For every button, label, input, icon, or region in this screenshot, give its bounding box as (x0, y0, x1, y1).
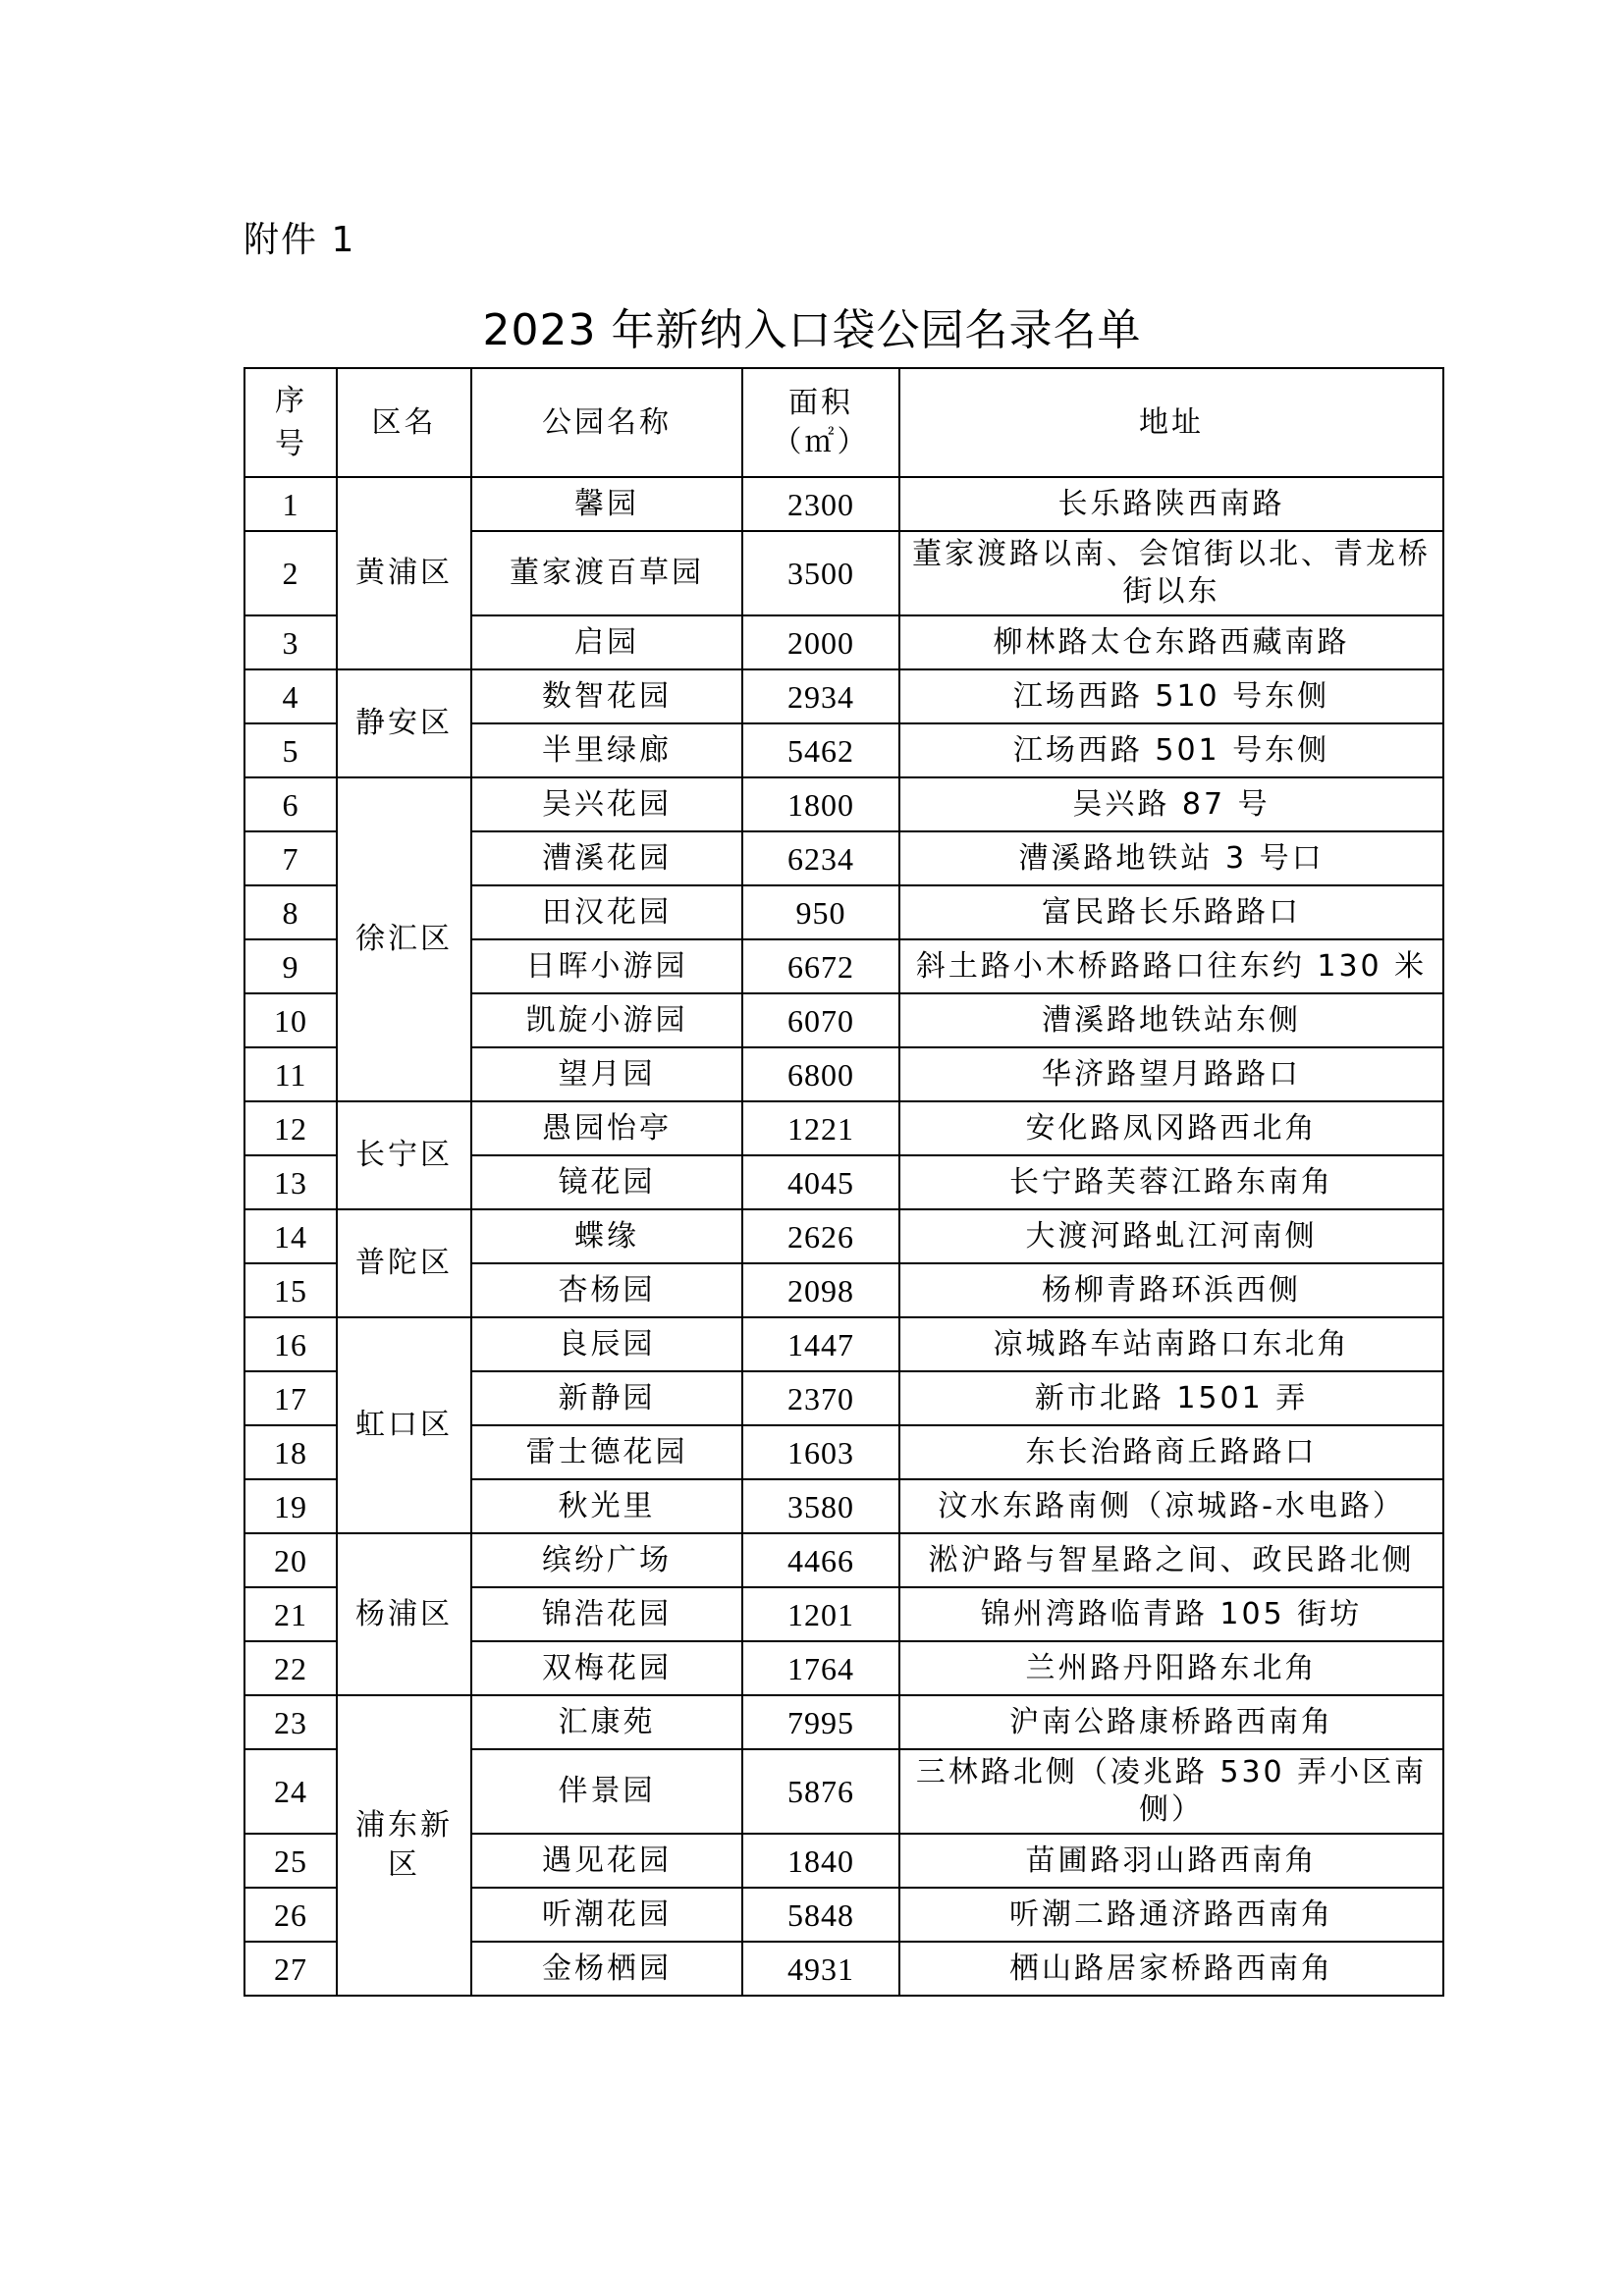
cell-area: 6672 (742, 939, 899, 993)
cell-park-name: 雷士德花园 (471, 1425, 742, 1479)
table-row (244, 1317, 1443, 1371)
cell-no: 22 (244, 1641, 337, 1695)
cell-no: 20 (244, 1533, 337, 1587)
cell-park-name: 镜花园 (471, 1155, 742, 1209)
cell-no: 26 (244, 1888, 337, 1942)
cell-area: 2626 (742, 1209, 899, 1263)
cell-park-name: 漕溪花园 (471, 831, 742, 885)
cell-area: 5876 (742, 1749, 899, 1834)
cell-no: 12 (244, 1101, 337, 1155)
cell-park-name: 董家渡百草园 (471, 531, 742, 615)
cell-no: 10 (244, 993, 337, 1047)
pocket-park-table (244, 367, 1444, 1997)
cell-no: 13 (244, 1155, 337, 1209)
cell-address: 长宁路芙蓉江路东南角 (899, 1155, 1443, 1209)
cell-area: 2934 (742, 669, 899, 723)
cell-park-name: 秋光里 (471, 1479, 742, 1533)
table-row (244, 1533, 1443, 1587)
header-area (742, 368, 899, 477)
cell-district: 浦东新区 (337, 1695, 471, 1996)
document-title: 2023 年新纳入口袋公园名录名单 (482, 305, 1142, 355)
cell-area: 1800 (742, 777, 899, 831)
cell-address: 斜土路小木桥路路口往东约 130 米 (899, 939, 1443, 993)
cell-district: 长宁区 (337, 1101, 471, 1209)
cell-address: 锦州湾路临青路 105 街坊 (899, 1587, 1443, 1641)
cell-area: 2098 (742, 1263, 899, 1317)
cell-park-name: 伴景园 (471, 1749, 742, 1834)
cell-area: 1840 (742, 1834, 899, 1888)
cell-district: 黄浦区 (337, 477, 471, 669)
cell-no: 16 (244, 1317, 337, 1371)
table-row (244, 777, 1443, 831)
cell-address: 江场西路 510 号东侧 (899, 669, 1443, 723)
cell-no: 23 (244, 1695, 337, 1749)
cell-no: 19 (244, 1479, 337, 1533)
header-area-label: 面积 (788, 385, 853, 420)
cell-no: 17 (244, 1371, 337, 1425)
cell-address: 凉城路车站南路口东北角 (899, 1317, 1443, 1371)
cell-address: 兰州路丹阳路东北角 (899, 1641, 1443, 1695)
cell-park-name: 愚园怡亭 (471, 1101, 742, 1155)
cell-district: 杨浦区 (337, 1533, 471, 1695)
cell-park-name: 听潮花园 (471, 1888, 742, 1942)
cell-address: 汶水东路南侧（凉城路-水电路） (899, 1479, 1443, 1533)
cell-no: 8 (244, 885, 337, 939)
cell-area: 2000 (742, 615, 899, 669)
cell-area: 4466 (742, 1533, 899, 1587)
cell-area: 5462 (742, 723, 899, 777)
cell-park-name: 日晖小游园 (471, 939, 742, 993)
header-area-unit: （㎡） (772, 424, 870, 459)
cell-park-name: 良辰园 (471, 1317, 742, 1371)
table-row (244, 669, 1443, 723)
table-row (244, 1101, 1443, 1155)
cell-area: 1603 (742, 1425, 899, 1479)
cell-park-name: 杏杨园 (471, 1263, 742, 1317)
cell-address: 漕溪路地铁站 3 号口 (899, 831, 1443, 885)
cell-park-name: 遇见花园 (471, 1834, 742, 1888)
table-header-row (244, 368, 1443, 477)
cell-area: 1221 (742, 1101, 899, 1155)
cell-no: 6 (244, 777, 337, 831)
cell-address: 安化路凤冈路西北角 (899, 1101, 1443, 1155)
cell-park-name: 汇康苑 (471, 1695, 742, 1749)
cell-address: 三林路北侧（凌兆路 530 弄小区南侧） (899, 1749, 1443, 1834)
table-row (244, 477, 1443, 531)
cell-area: 2370 (742, 1371, 899, 1425)
attachment-label: 附件 1 (244, 220, 356, 260)
cell-address: 苗圃路羽山路西南角 (899, 1834, 1443, 1888)
cell-no: 2 (244, 531, 337, 615)
table-row (244, 1209, 1443, 1263)
cell-address: 富民路长乐路路口 (899, 885, 1443, 939)
cell-park-name: 金杨栖园 (471, 1942, 742, 1996)
cell-no: 7 (244, 831, 337, 885)
cell-no: 9 (244, 939, 337, 993)
cell-district: 徐汇区 (337, 777, 471, 1101)
cell-park-name: 馨园 (471, 477, 742, 531)
cell-address: 江场西路 501 号东侧 (899, 723, 1443, 777)
cell-address: 新市北路 1501 弄 (899, 1371, 1443, 1425)
cell-area: 6800 (742, 1047, 899, 1101)
cell-address: 漕溪路地铁站东侧 (899, 993, 1443, 1047)
table-row (244, 1695, 1443, 1749)
cell-park-name: 新静园 (471, 1371, 742, 1425)
cell-address: 柳林路太仓东路西藏南路 (899, 615, 1443, 669)
header-district: 区名 (337, 368, 471, 477)
header-park-name: 公园名称 (471, 368, 742, 477)
cell-no: 11 (244, 1047, 337, 1101)
cell-no: 25 (244, 1834, 337, 1888)
cell-area: 1764 (742, 1641, 899, 1695)
cell-address: 华济路望月路路口 (899, 1047, 1443, 1101)
cell-park-name: 凯旋小游园 (471, 993, 742, 1047)
cell-no: 27 (244, 1942, 337, 1996)
cell-address: 杨柳青路环浜西侧 (899, 1263, 1443, 1317)
cell-no: 24 (244, 1749, 337, 1834)
cell-no: 1 (244, 477, 337, 531)
cell-area: 7995 (742, 1695, 899, 1749)
cell-park-name: 数智花园 (471, 669, 742, 723)
cell-district: 虹口区 (337, 1317, 471, 1533)
cell-park-name: 半里绿廊 (471, 723, 742, 777)
cell-area: 4931 (742, 1942, 899, 1996)
cell-address: 吴兴路 87 号 (899, 777, 1443, 831)
cell-area: 1447 (742, 1317, 899, 1371)
cell-area: 950 (742, 885, 899, 939)
cell-no: 4 (244, 669, 337, 723)
cell-address: 大渡河路虬江河南侧 (899, 1209, 1443, 1263)
cell-area: 3580 (742, 1479, 899, 1533)
cell-park-name: 缤纷广场 (471, 1533, 742, 1587)
cell-park-name: 吴兴花园 (471, 777, 742, 831)
cell-district: 普陀区 (337, 1209, 471, 1317)
cell-park-name: 启园 (471, 615, 742, 669)
header-address: 地址 (899, 368, 1443, 477)
cell-park-name: 锦浩花园 (471, 1587, 742, 1641)
cell-area: 6234 (742, 831, 899, 885)
cell-no: 21 (244, 1587, 337, 1641)
cell-no: 5 (244, 723, 337, 777)
cell-area: 4045 (742, 1155, 899, 1209)
cell-no: 3 (244, 615, 337, 669)
cell-no: 15 (244, 1263, 337, 1317)
cell-park-name: 望月园 (471, 1047, 742, 1101)
cell-area: 3500 (742, 531, 899, 615)
cell-address: 听潮二路通济路西南角 (899, 1888, 1443, 1942)
cell-address: 沪南公路康桥路西南角 (899, 1695, 1443, 1749)
cell-park-name: 双梅花园 (471, 1641, 742, 1695)
cell-address: 董家渡路以南、会馆街以北、青龙桥街以东 (899, 531, 1443, 615)
cell-area: 6070 (742, 993, 899, 1047)
cell-area: 5848 (742, 1888, 899, 1942)
cell-no: 18 (244, 1425, 337, 1479)
cell-address: 淞沪路与智星路之间、政民路北侧 (899, 1533, 1443, 1587)
cell-area: 1201 (742, 1587, 899, 1641)
cell-address: 长乐路陕西南路 (899, 477, 1443, 531)
cell-district: 静安区 (337, 669, 471, 777)
cell-address: 栖山路居家桥路西南角 (899, 1942, 1443, 1996)
cell-park-name: 蝶缘 (471, 1209, 742, 1263)
cell-area: 2300 (742, 477, 899, 531)
cell-address: 东长治路商丘路路口 (899, 1425, 1443, 1479)
cell-no: 14 (244, 1209, 337, 1263)
cell-park-name: 田汉花园 (471, 885, 742, 939)
header-seq: 序号 (244, 368, 337, 477)
